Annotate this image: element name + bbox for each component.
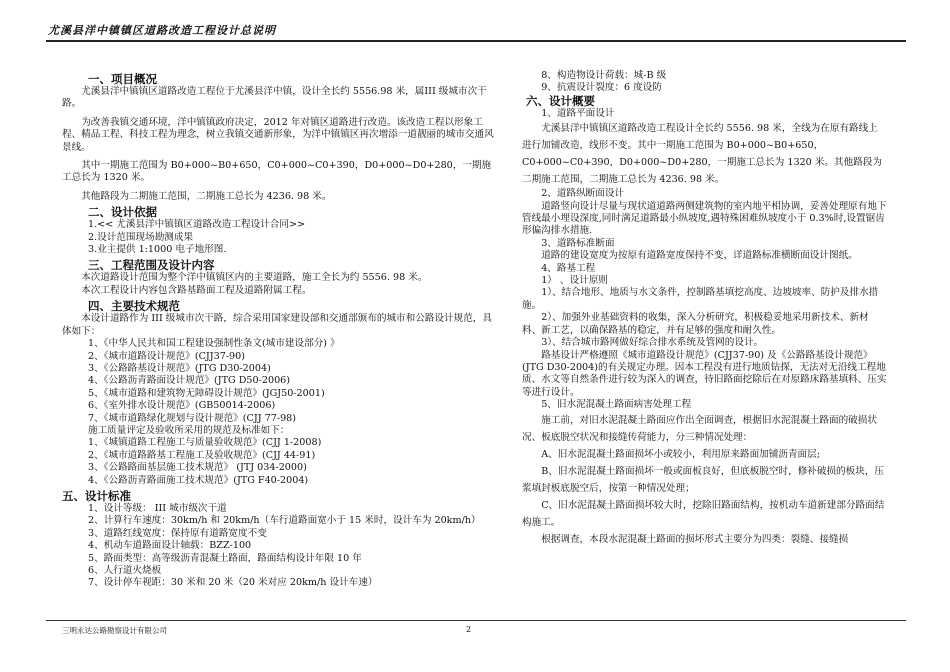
acceptance-item: 2、《城市道路路基工程施工及验收规范》(CJJ 44-91) xyxy=(88,449,316,461)
standard-item: 6、人行道火烧板 xyxy=(88,565,162,576)
header-title: 尤溪县洋中镇镇区道路改造工程设计总说明 xyxy=(48,24,276,37)
standard-item: 4、机动车道路面设计轴载：BZZ-100 xyxy=(88,540,252,552)
profile-paragraph: 道路竖向设计尽量与现状道道路两侧建筑物的室内地平相协调，妥善处理原有地下管线最小埋设深度,同时满足道路最小纵坡度,遇特殊困难纵坡度小于 0.3%时,设置锯齿形偏沟排水措施. xyxy=(522,200,887,237)
case-a: A、旧水泥混凝土路面损坏小或较小，利用原来路面加铺沥青面层; xyxy=(541,448,820,460)
spec-item: 6、《室外排水设计规范》(GB50014-2006) xyxy=(88,400,276,412)
spec-item: 3、《公路路基设计规范》(JTG D30-2004) xyxy=(88,362,271,374)
section-4-title: 四、主要技术规范 xyxy=(88,299,180,314)
subheading-old-pavement: 5、旧水泥混凝土路面病害处理工程 xyxy=(541,399,692,411)
survey-paragraph: 根据调查，本段水泥混凝土路面的损坏形式主要分为四类：裂缝、接缝损 xyxy=(541,533,849,545)
acceptance-item: 4、《公路沥青路面施工技术规范》(JTG F40-2004) xyxy=(88,474,309,486)
case-b: B、旧水泥混凝土路面损坏一般或面板良好，但底板脱空时，修补破损的板块，压浆填封板底脱空后，按第一种情况处理； xyxy=(522,465,885,494)
standard-item: 5、路面类型：高等级沥青混凝土路面，路面结构设计年限 10 年 xyxy=(88,552,362,564)
page-header xyxy=(46,20,906,42)
section-1-title: 一、项目概况 xyxy=(88,72,157,86)
principle-3: 3）、结合城市路网做好综合排水系统及管网的设计。 xyxy=(541,337,764,349)
standard-item: 3、道路红线宽度：保持原有道路宽度不变 xyxy=(88,527,267,539)
section-3-title: 三、工程范围及设计内容 xyxy=(88,258,215,273)
subheading-section: 3、道路标准断面 xyxy=(541,237,615,249)
section-5-title: 五、设计标准 xyxy=(62,488,131,503)
left-column xyxy=(62,70,494,590)
s3-paragraph-1: 本次道路设计范围为整个洋中镇镇区内的主要道路，施工全长为约 5556. 98 米。 xyxy=(81,272,428,284)
standard-item: 9、抗震设计裂度：6 度设防 xyxy=(541,82,662,94)
section-6-title: 六、设计概要 xyxy=(526,93,595,108)
standard-item: 1、设计等级： III 城市级次干道 xyxy=(88,502,227,514)
s4-intro-2: 施工质量评定及验收所采用的规范及标准如下： xyxy=(88,424,290,436)
s2-item: 2.设计范围现场勘测成果 xyxy=(88,231,194,243)
spec-item: 4、《公路沥青路面设计规范》(JTG D50-2006) xyxy=(88,375,291,387)
s4-intro: 本设计道路作为 III 级城市次干路，综合采用国家建设部和交通部颁布的城市和公路设计规范，具体如下： xyxy=(62,313,492,337)
right-column xyxy=(522,70,887,548)
s1-paragraph-4: 其他路段为二期施工范围，二期施工总长为 4236. 98 米。 xyxy=(81,190,332,202)
subgrade-paragraph: 路基设计严格遵照《城市道路设计规范》(CJJ37-90) 及《公路路基设计规范》(JTG D30-2004)的有关规定办理。因本工程没有进行地质钻探，无法对无沿线工程地质、水文等自然条件进行较为深入的调查，待旧路面挖除后在对原路床路基填料、压实等进行设计。 xyxy=(522,349,887,398)
subheading-profile: 2、道路纵断面设计 xyxy=(541,188,625,200)
s2-item: 3.业主提供 1:1000 电子地形图. xyxy=(88,244,227,256)
section-paragraph: 道路的建设宽度为按原有道路宽度保持不变，详道路标准横断面设计图纸。 xyxy=(541,250,858,262)
standard-item: 8、构造物设计荷载：城-B 级 xyxy=(541,70,667,81)
page-footer xyxy=(46,620,906,639)
old-pavement-paragraph: 施工前，对旧水泥混凝土路面应作出全面调查，根据旧水泥混凝土路面的破损状况、板底脱空状况和接缝传荷能力，分三种情况处理： xyxy=(522,414,877,443)
spec-item: 5、《城市道路和建筑物无障碍设计规范》(JGJ50-2001) xyxy=(88,387,325,399)
s1-paragraph-2: 为改善我镇交通环境，洋中镇镇政府决定，2012 年对镇区道路进行改造。该改造工程以形象工程、精品工程、科技工程为理念，树立我镇交通新形象，为洋中镇镇区再次增添一道靓丽的城市交通风景线。 xyxy=(62,116,494,153)
footer-company: 三明永达公路勘察设计有限公司 xyxy=(62,626,167,635)
acceptance-item: 3、《公路路面基层施工技术规范》 (JTJ 034-2000) xyxy=(88,462,307,474)
acceptance-item: 1、《城镇道路工程施工与质量验收规范》(CJJ 1-2008) xyxy=(88,437,322,449)
page-number: 2 xyxy=(466,625,472,634)
spec-item: 2、《城市道路设计规范》(CJJ37-90) xyxy=(88,350,246,362)
subheading-subgrade: 4、路基工程 xyxy=(541,262,596,274)
case-c: C、旧水泥混凝土路面损坏较大时，挖除旧路面结构，按机动车道新建部分路面结构施工。 xyxy=(522,499,885,528)
s2-item: 1.<< 尤溪县洋中镇镇区道路改造工程设计合同>> xyxy=(88,219,306,231)
s1-paragraph-1: 尤溪县洋中镇镇区道路改造工程位于尤溪县洋中镇，设计全长约 5556.98 米，属III 级城市次干路。 xyxy=(62,86,487,110)
principle-2: 2）、加强外业基础资料的收集，深入分析研究，积极稳妥地采用新技术、新材料、新工艺，以确保路基的稳定，并有足够的强度和耐久性。 xyxy=(522,312,869,336)
principle-1: 1）、结合地形、地质与水文条件，控制路基填挖高度、边坡坡率、防护及排水措施。 xyxy=(522,287,879,311)
plan-paragraph: 尤溪县洋中镇镇区道路改造工程设计全长约 5556. 98 米，全线为在原有路线上进行加铺改造，线形不变。其中一期施工范围为 B0+000~B0+650，C0+000~C0+390，D0+000~D0+280，一期施工总长为 1320 米。其他路段为二期施工范围，二期施工总长为 4236. 98 米。 xyxy=(522,123,882,186)
standard-item: 2、计算行车速度：30km/h 和 20km/h（车行道路面宽小于 15 米时，设计车为 20km/h） xyxy=(88,515,481,527)
subheading-plan: 1、道路平面设计 xyxy=(541,107,615,119)
spec-item: 7、《城市道路绿化规划与设计规范》(CJJ 77-98) xyxy=(88,412,297,424)
s3-paragraph-2: 本次工程设计内容包含路基路面工程及道路附属工程。 xyxy=(81,284,312,296)
standard-item: 7、设计停车视距：30 米和 20 米（20 米对应 20km/h 设计车速） xyxy=(88,577,378,589)
subheading-principle: 1） 、设计原则 xyxy=(541,275,608,287)
s1-paragraph-3: 其中一期施工范围为 B0+000~B0+650，C0+000~C0+390，D0+000~D0+280，一期施工总长为 1320 米。 xyxy=(62,160,492,184)
spec-item: 1、《中华人民共和国工程建设强制性条文(城市建设部分) 》 xyxy=(88,338,340,350)
section-2-title: 二、设计依据 xyxy=(88,205,157,220)
